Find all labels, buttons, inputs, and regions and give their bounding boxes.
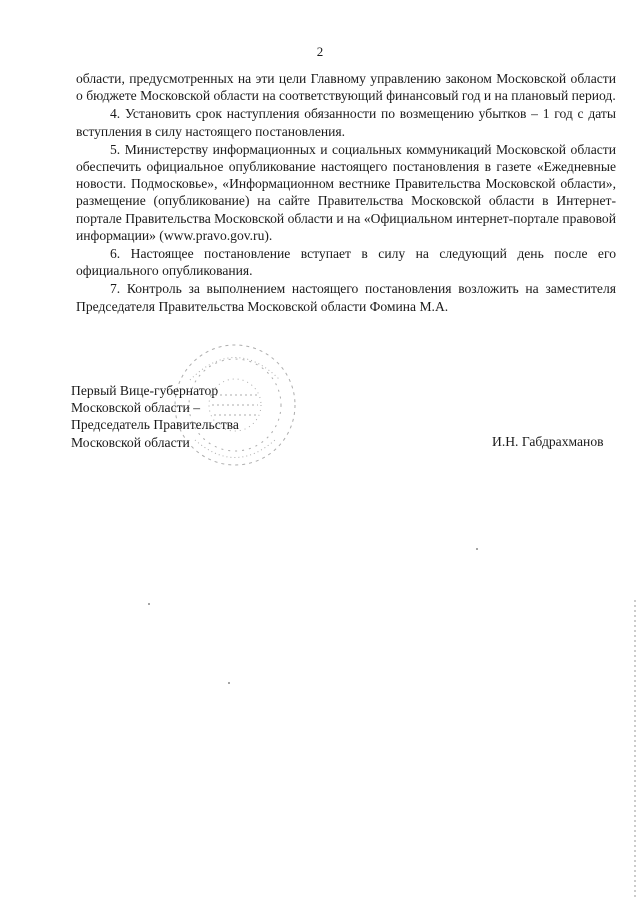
document-body [76,70,616,316]
scan-speck [476,548,478,550]
signatory-title-line: Председатель Правительства [71,417,239,433]
signatory-title-line: Московской области – [71,400,201,416]
scan-edge-artifact [634,600,636,900]
signatory-name: И.Н. Габдрахманов [492,434,604,449]
paragraph-item-4: 4. Установить срок наступления обязанности по возмещению убытков – 1 год с даты вступления в силу настоящего постановления. [76,106,616,139]
signature-block [71,382,239,451]
paragraph-item-5: 5. Министерству информационных и социальных коммуникаций Московской области обеспечить официальное опубликование настоящего постановления в газете «Ежедневные новости. Подмосковье», «Информационном вестнике Правительства Московской области», размещение (опубликование) на сайте Правительства Московской области в Интернет-портале Правительства Московской области и на «Официальном интернет-портале правовой информации» (www.pravo.gov.ru). [76,141,616,243]
scan-speck [228,682,230,684]
paragraph-item-6: 6. Настоящее постановление вступает в силу на следующий день после его официального опубликования. [76,246,616,279]
signatory-title-line: Первый Вице-губернатор [71,383,219,398]
scan-speck [148,603,150,605]
signatory-title-line: Московской области [71,434,190,450]
paragraph-continuation: области, предусмотренных на эти цели Главному управлению законом Московской области о бюджете Московской области на соответствующий финансовый год и на плановый период. [76,71,616,104]
paragraph-item-7: 7. Контроль за выполнением настоящего постановления возложить на заместителя Председателя Правительства Московской области Фомина М.А. [76,281,616,314]
page-number: 2 [316,44,324,59]
